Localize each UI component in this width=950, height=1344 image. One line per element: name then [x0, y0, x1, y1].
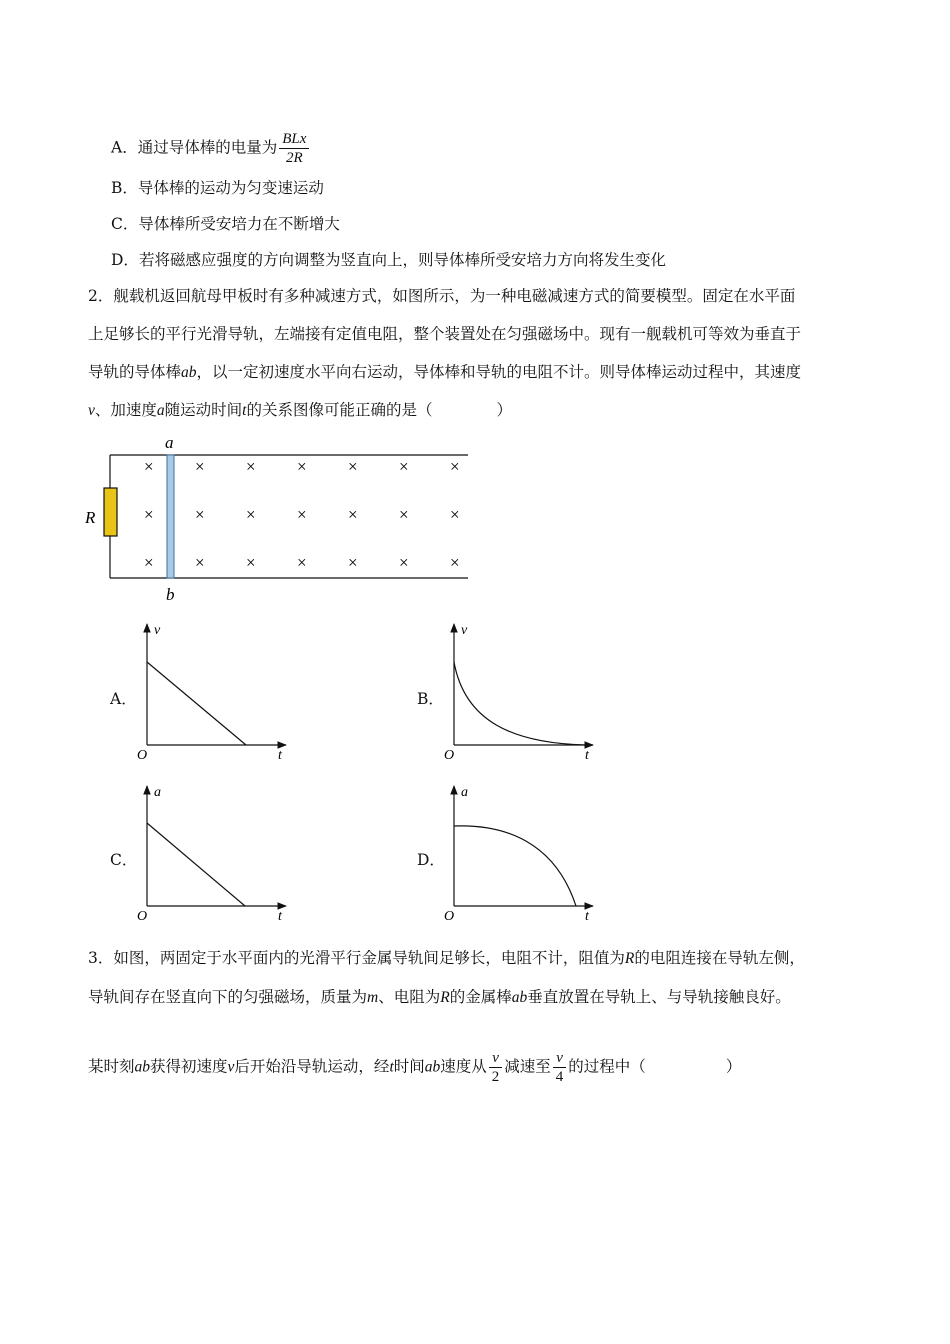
stem-text: 、电阻为 — [378, 988, 441, 1006]
field-cross: × — [195, 457, 205, 476]
y-axis-label: v — [154, 623, 161, 638]
field-cross: × — [297, 457, 307, 476]
q3-stem-line2 — [88, 987, 791, 1008]
conductor-rod — [167, 455, 174, 578]
question-number: 2． — [88, 287, 114, 305]
curve-concave-down — [454, 826, 576, 906]
graph-d-label: D． — [417, 851, 445, 869]
fraction-numerator: v — [553, 1049, 567, 1068]
graph-a-label: A． — [110, 690, 137, 708]
graph-b — [435, 618, 605, 763]
stem-text: ，以一定初速度水平向右运动，导体棒和导轨的电阻不计。则导体棒运动过程中，其速度 — [196, 363, 802, 381]
q3-stem-line3 — [88, 1049, 741, 1086]
stem-text: 的过程中（ — [568, 1057, 646, 1076]
rod-label-b: b — [166, 585, 175, 604]
x-axis-label: t — [585, 748, 589, 763]
field-cross: × — [399, 553, 409, 572]
field-cross: × — [195, 553, 205, 572]
stem-text: 上足够长的平行光滑导轨，左端接有定值电阻，整个装置处在匀强磁场中。现有一舰载机可等效为垂直于 — [88, 325, 802, 343]
field-cross: × — [144, 553, 154, 572]
field-cross: × — [246, 457, 256, 476]
stem-text: ） — [496, 401, 513, 419]
field-cross: × — [348, 457, 358, 476]
option-text: 若将磁感应强度的方向调整为竖直向上，则导体棒所受安培力方向将发生变化 — [138, 251, 666, 269]
stem-text: 获得初速度 — [150, 1057, 228, 1076]
stem-text: ） — [725, 1057, 742, 1076]
field-cross: × — [195, 505, 205, 524]
quarter-velocity-fraction — [553, 1049, 567, 1086]
resistor-label: R — [85, 508, 96, 527]
field-cross: × — [399, 457, 409, 476]
stem-text: 减速至 — [504, 1057, 551, 1076]
stem-text: 导轨的导体棒 — [88, 363, 182, 381]
origin-label: O — [137, 909, 148, 924]
stem-text: 、加速度 — [94, 401, 157, 419]
field-cross: × — [399, 505, 409, 524]
variable-v: v — [88, 402, 95, 419]
origin-label: O — [137, 748, 148, 763]
q1-option-d — [111, 250, 666, 270]
charge-fraction — [279, 130, 309, 167]
field-cross: × — [297, 505, 307, 524]
graph-c — [128, 780, 298, 925]
field-cross: × — [348, 553, 358, 572]
stem-text: 舰载机返回航母甲板时有多种减速方式，如图所示，为一种电磁减速方式的简要模型。固定在水平面 — [113, 287, 796, 305]
x-axis-label: t — [278, 748, 282, 763]
curve-linear-decrease — [147, 823, 245, 906]
variable-t: t — [242, 402, 247, 419]
field-cross: × — [450, 553, 460, 572]
option-label: C． — [111, 215, 139, 233]
y-axis-label: a — [154, 785, 161, 800]
q2-stem-line3 — [88, 362, 801, 383]
variable-t: t — [389, 1058, 394, 1076]
q2-stem-line4 — [88, 400, 512, 421]
field-cross: × — [144, 457, 154, 476]
stem-text: 垂直放置在导轨上、与导轨接触良好。 — [527, 988, 791, 1006]
variable-a: a — [156, 402, 165, 419]
option-text: 通过导体棒的电量为 — [137, 138, 278, 157]
option-label: A． — [111, 138, 138, 157]
variable-r: R — [624, 950, 635, 967]
variable-v: v — [227, 1058, 235, 1076]
graph-a — [128, 618, 298, 763]
variable-r: R — [440, 989, 450, 1006]
stem-text: 如图，两固定于水平面内的光滑平行金属导轨间足够长，电阻不计，阻值为 — [113, 949, 625, 967]
stem-text: 后开始沿导轨运动，经 — [234, 1057, 390, 1076]
stem-text: 的电阻连接在导轨左侧， — [634, 949, 805, 967]
field-cross: × — [348, 505, 358, 524]
resistor — [104, 488, 117, 536]
rod-label-a: a — [165, 433, 174, 452]
fraction-numerator: v — [489, 1049, 503, 1068]
question-number: 3． — [88, 949, 114, 967]
q2-stem-line1 — [88, 286, 795, 306]
fraction-denominator: 4 — [555, 1069, 564, 1085]
fraction-numerator: BLx — [279, 130, 309, 149]
field-cross: × — [450, 457, 460, 476]
variable-ab: ab — [511, 989, 528, 1006]
field-cross: × — [246, 505, 256, 524]
y-axis-label: a — [461, 785, 468, 800]
stem-text: 时间 — [393, 1057, 425, 1076]
option-text: 导体棒的运动为匀变速运动 — [137, 179, 324, 197]
variable-ab: ab — [424, 1058, 441, 1076]
variable-ab: ab — [134, 1058, 151, 1076]
field-cross: × — [450, 505, 460, 524]
stem-text: 导轨间存在竖直向下的匀强磁场，质量为 — [88, 988, 368, 1006]
magnetic-field-grid — [144, 457, 460, 572]
q2-stem-line2 — [88, 324, 801, 344]
graph-d — [435, 780, 605, 925]
curve-exponential-decay — [454, 662, 585, 745]
stem-text: 某时刻 — [88, 1057, 135, 1076]
stem-text: 随运动时间 — [164, 401, 243, 419]
graph-b-label: B． — [417, 690, 444, 708]
q1-option-c — [111, 214, 340, 234]
field-cross: × — [144, 505, 154, 524]
q3-stem-line1 — [88, 948, 805, 969]
origin-label: O — [444, 909, 455, 924]
field-cross: × — [297, 553, 307, 572]
half-velocity-fraction — [489, 1049, 503, 1086]
graph-c-label: C． — [110, 851, 138, 869]
fraction-denominator: 2R — [285, 150, 303, 166]
curve-linear-decrease — [147, 662, 246, 745]
option-label: D． — [111, 251, 139, 269]
option-label: B． — [111, 179, 138, 197]
stem-text: 的关系图像可能正确的是（ — [246, 401, 433, 419]
origin-label: O — [444, 748, 455, 763]
option-text: 导体棒所受安培力在不断增大 — [138, 215, 340, 233]
fraction-denominator: 2 — [491, 1069, 500, 1085]
stem-text: 速度从 — [440, 1057, 487, 1076]
y-axis-label: v — [461, 623, 468, 638]
variable-m: m — [367, 989, 379, 1006]
stem-text: 的金属棒 — [449, 988, 512, 1006]
x-axis-label: t — [278, 909, 282, 924]
x-axis-label: t — [585, 909, 589, 924]
variable-ab: ab — [181, 364, 197, 381]
q1-option-b — [111, 178, 324, 198]
q1-option-a — [111, 130, 311, 167]
field-cross: × — [246, 553, 256, 572]
rail-circuit-figure — [80, 430, 480, 605]
